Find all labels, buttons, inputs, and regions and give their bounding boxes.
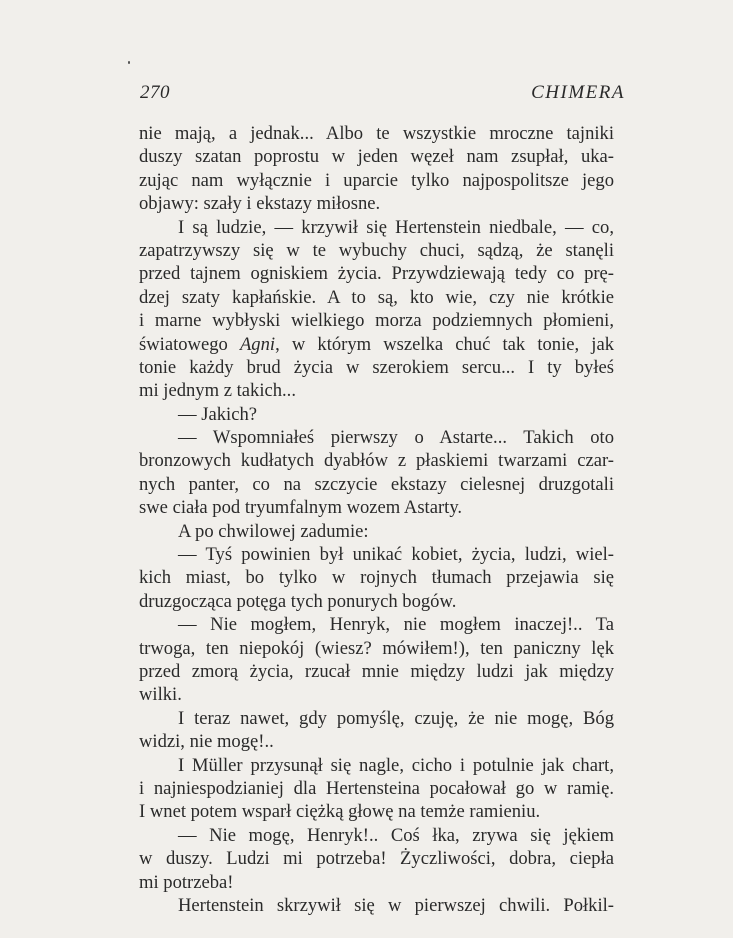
text-line: światowego Agni, w którym wszelka chuć tak tonie, jak [139,333,614,355]
text-line: — Nie mogłem, Henryk, nie mogłem inaczej!.. Ta [178,614,614,636]
running-title: CHIMERA [531,82,625,103]
text-line: bronzowych kudłatych dyabłów z płaskiemi twarzami czar- [139,450,614,472]
text-line: objawy: szały i ekstazy miłosne. [139,193,381,215]
text-line: I Müller przysunął się nagle, cicho i potulnie jak chart, [178,754,614,776]
text-line: Hertenstein skrzywił się w pierwszej chwili. Połkil- [178,894,614,916]
text-line: swe ciała pod tryumfalnym wozem Astarty. [139,497,463,519]
text-line: — Tyś powinien był unikać kobiet, życia, ludzi, wiel- [178,544,614,566]
page-number: 270 [140,82,170,103]
text-line: przed tajnem ogniskiem życia. Przywdziewają tedy co prę- [139,263,614,285]
text-line: I są ludzie, — krzywił się Hertenstein niedbale, — co, [178,216,614,238]
text-line: mi jednym z takich... [139,380,296,402]
text-line: i najniespodzianiej dla Hertensteina pocałował go w ramię. [139,777,614,799]
text-line: przed zmorą życia, rzucał mnie między ludzi jak między [139,660,614,682]
text-line: tonie każdy brud życia w szerokiem sercu... I ty byłeś [139,356,614,378]
text-line: dzej szaty kapłańskie. A to są, kto wie, czy nie krótkie [139,286,614,308]
ink-speck [128,61,130,64]
text-line: zując nam wyłącznie i uparcie tylko najpospolitsze jego [139,169,614,191]
text-line: I teraz nawet, gdy pomyślę, czuję, że nie mogę, Bóg [178,707,614,729]
text-line: trwoga, ten niepokój (wiesz? mówiłem!), ten paniczny lęk [139,637,614,659]
text-line: I wnet potem wsparł ciężką głowę na temże ramieniu. [139,801,541,823]
text-line: w duszy. Ludzi mi potrzeba! Życzliwości, dobra, ciepła [139,848,614,870]
text-line: — Wspomniałeś pierwszy o Astarte... Takich oto [178,427,614,449]
text-line: — Nie mogę, Henryk!.. Coś łka, zrywa się jękiem [178,824,614,846]
body-text [139,122,614,917]
text-line: zapatrzywszy się w te wybuchy chuci, sądzą, że stanęli [139,239,614,261]
text-line: duszy szatan poprostu w jeden węzeł nam zsupłał, uka- [139,146,614,168]
page-header [140,82,625,108]
italic-term: Agni [239,333,276,355]
text-line: nych panter, co na szczycie ekstazy cielesnej druzgotali [139,473,614,495]
text-line: widzi, nie mogę!.. [139,731,274,753]
text-line: — Jakich? [178,403,257,425]
text-line: A po chwilowej zadumie: [178,520,369,542]
text-line: kich miast, bo tylko w rojnych tłumach przejawia się [139,567,614,589]
text-line: druzgocząca potęga tych ponurych bogów. [139,590,457,612]
text-line: nie mają, a jednak... Albo te wszystkie mroczne tajniki [139,123,614,144]
text-line: i marne wybłyski wielkiego morza podziemnych płomieni, [139,310,614,332]
text-line: mi potrzeba! [139,871,234,893]
text-line: wilki. [139,684,182,706]
